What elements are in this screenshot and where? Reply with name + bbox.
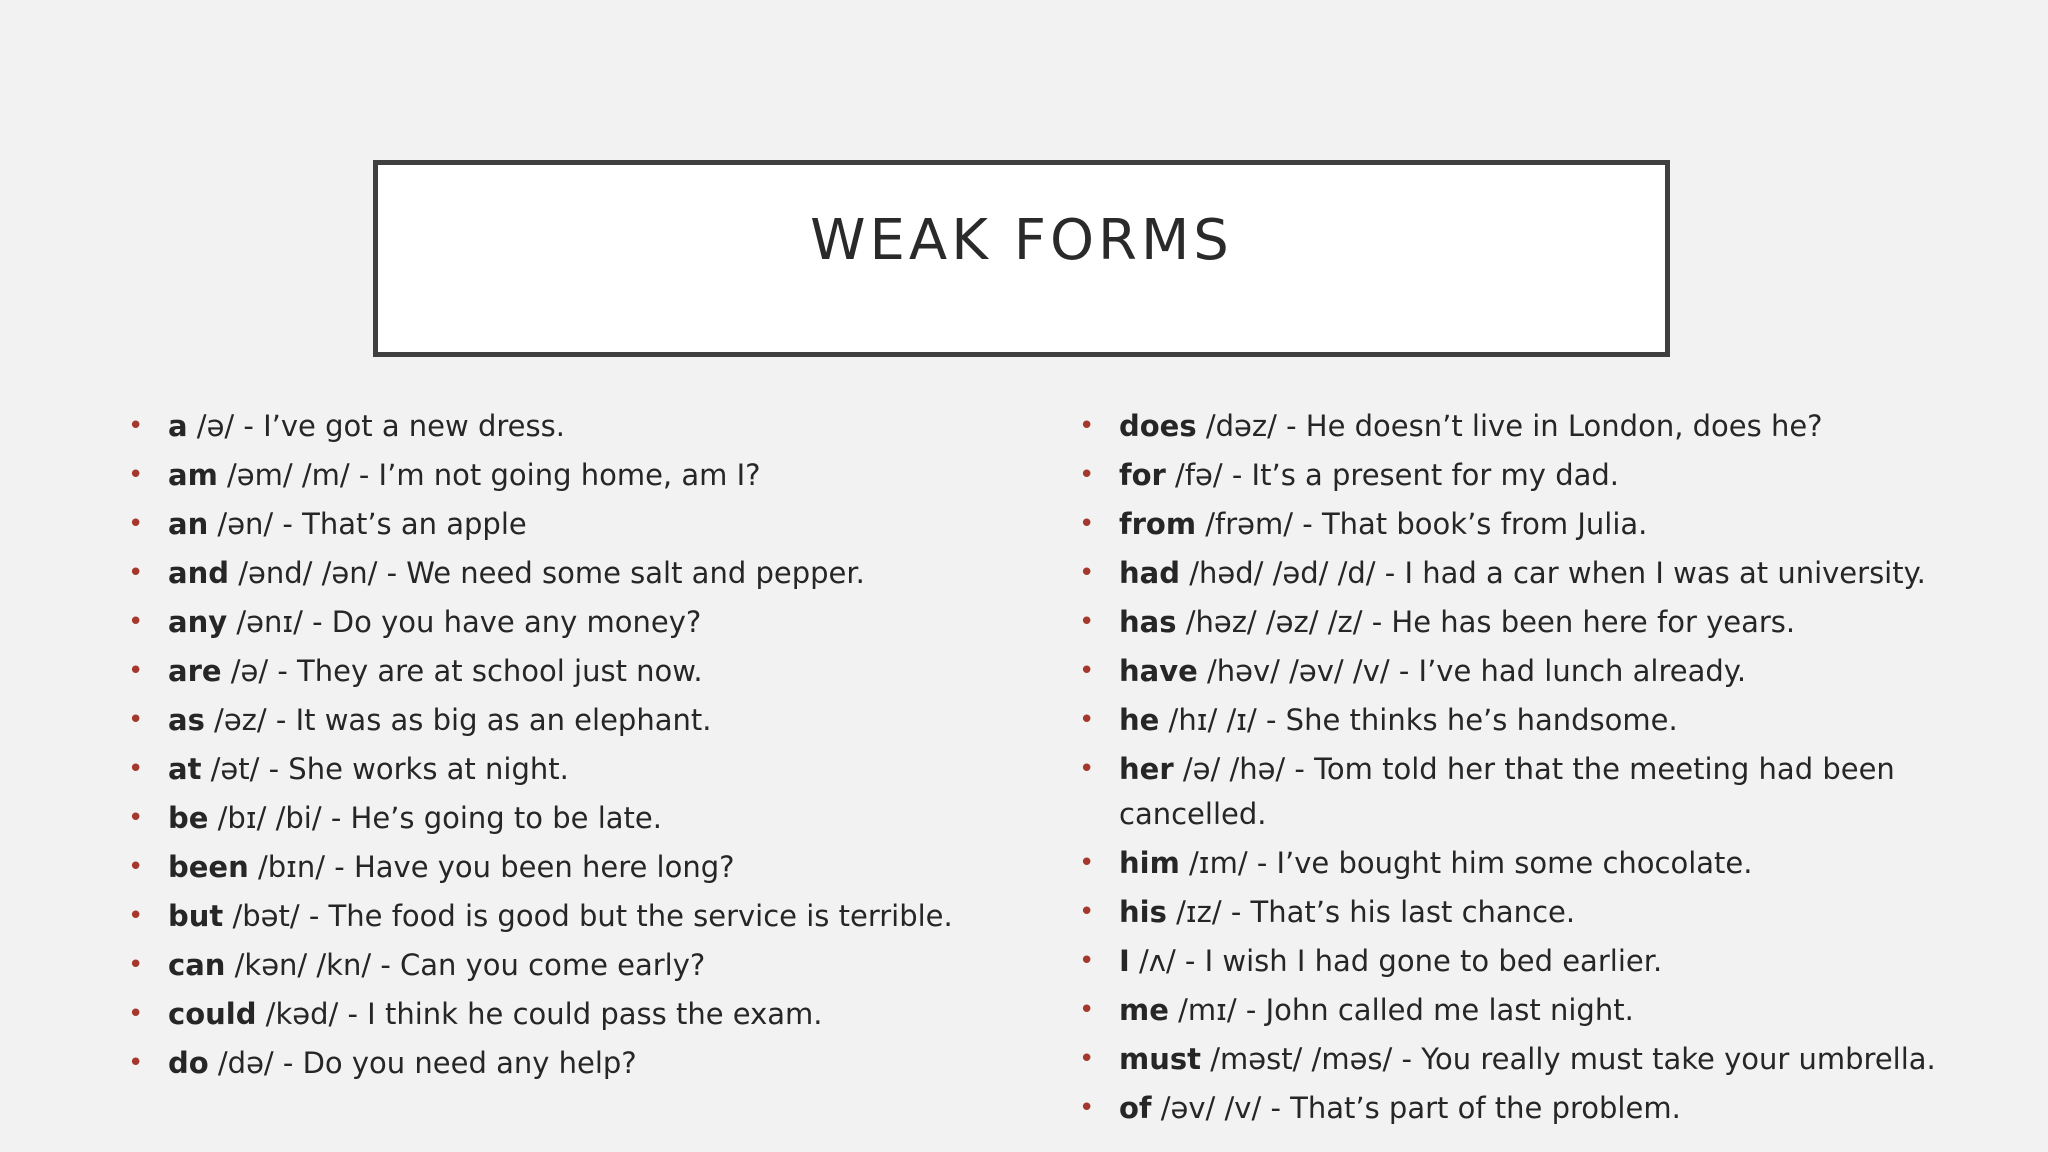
page-title: WEAK FORMS xyxy=(810,208,1233,273)
list-item xyxy=(1079,502,2019,547)
list-item xyxy=(128,698,958,743)
weak-form-example: /kən/ /kn/ - Can you come early? xyxy=(225,948,706,982)
bullet-icon: • xyxy=(128,705,144,735)
weak-form-word: a xyxy=(168,409,188,443)
weak-form-word: me xyxy=(1119,993,1169,1027)
weak-form-example: /əm/ /m/ - I’m not going home, am I? xyxy=(217,458,761,492)
weak-form-word: am xyxy=(168,458,218,492)
weak-form-word: could xyxy=(168,997,257,1031)
bullet-icon: • xyxy=(128,803,144,833)
list-item xyxy=(128,600,958,645)
weak-form-word: do xyxy=(168,1046,209,1080)
weak-form-word: been xyxy=(168,850,249,884)
bullet-icon: • xyxy=(128,607,144,637)
weak-form-word: his xyxy=(1119,895,1167,929)
weak-form-example: /ə/ /hə/ - Tom told her that the meeting had been cancelled. xyxy=(1119,752,1895,831)
bullet-icon: • xyxy=(128,656,144,686)
bullet-icon: • xyxy=(1079,897,1095,927)
bullet-icon: • xyxy=(128,460,144,490)
bullet-icon: • xyxy=(128,754,144,784)
list-item xyxy=(128,502,958,547)
list-item xyxy=(1079,551,2019,596)
weak-form-word: does xyxy=(1119,409,1197,443)
weak-form-example: /ɪz/ - That’s his last chance. xyxy=(1166,895,1576,929)
weak-form-example: /bɪn/ - Have you been here long? xyxy=(248,850,735,884)
bullet-icon: • xyxy=(1079,848,1095,878)
weak-form-word: her xyxy=(1119,752,1174,786)
weak-form-word: had xyxy=(1119,556,1180,590)
list-item xyxy=(128,845,958,890)
bullet-icon: • xyxy=(128,1048,144,1078)
weak-form-word: and xyxy=(168,556,229,590)
weak-form-example: /məst/ /məs/ - You really must take your umbrella. xyxy=(1201,1042,1936,1076)
weak-form-example: /ət/ - She works at night. xyxy=(201,752,569,786)
weak-form-example: /bət/ - The food is good but the service is terrible. xyxy=(223,899,953,933)
list-item xyxy=(1079,747,2019,837)
weak-form-example: /ənɪ/ - Do you have any money? xyxy=(227,605,702,639)
list-item xyxy=(128,649,958,694)
list-item xyxy=(128,943,958,988)
bullet-icon: • xyxy=(1079,607,1095,637)
list-item xyxy=(1079,698,2019,743)
weak-form-example: /dəz/ - He doesn’t live in London, does he? xyxy=(1196,409,1823,443)
weak-form-example: /frəm/ - That book’s from Julia. xyxy=(1196,507,1648,541)
bullet-icon: • xyxy=(1079,460,1095,490)
weak-form-word: an xyxy=(168,507,209,541)
bullet-icon: • xyxy=(128,558,144,588)
list-item xyxy=(1079,841,2019,886)
weak-form-example: /mɪ/ - John called me last night. xyxy=(1168,993,1634,1027)
weak-form-word: from xyxy=(1119,507,1197,541)
list-item xyxy=(1079,404,2019,449)
weak-form-example: /ənd/ /ən/ - We need some salt and pepper. xyxy=(228,556,865,590)
bullet-icon: • xyxy=(1079,656,1095,686)
weak-form-word: I xyxy=(1119,944,1130,978)
weak-form-word: him xyxy=(1119,846,1180,880)
weak-form-example: /ə/ - They are at school just now. xyxy=(221,654,703,688)
weak-form-word: he xyxy=(1119,703,1160,737)
weak-form-word: has xyxy=(1119,605,1177,639)
bullet-icon: • xyxy=(128,999,144,1029)
weak-form-word: be xyxy=(168,801,209,835)
weak-form-word: as xyxy=(168,703,205,737)
weak-form-example: /də/ - Do you need any help? xyxy=(208,1046,637,1080)
weak-form-word: but xyxy=(168,899,224,933)
weak-form-example: /ən/ - That’s an apple xyxy=(208,507,527,541)
list-item xyxy=(128,992,958,1037)
weak-form-word: for xyxy=(1119,458,1166,492)
weak-form-word: at xyxy=(168,752,202,786)
list-item xyxy=(1079,453,2019,498)
weak-form-word: have xyxy=(1119,654,1198,688)
weak-form-word: must xyxy=(1119,1042,1201,1076)
list-item xyxy=(1079,988,2019,1033)
bullet-icon: • xyxy=(1079,995,1095,1025)
weak-form-word: any xyxy=(168,605,228,639)
list-item xyxy=(128,747,958,792)
list-item xyxy=(128,894,958,939)
bullet-icon: • xyxy=(1079,1044,1095,1074)
bullet-icon: • xyxy=(128,901,144,931)
weak-form-example: /ə/ - I’ve got a new dress. xyxy=(187,409,565,443)
list-item xyxy=(128,404,958,449)
bullet-icon: • xyxy=(1079,411,1095,441)
weak-form-example: /həv/ /əv/ /v/ - I’ve had lunch already. xyxy=(1197,654,1747,688)
bullet-icon: • xyxy=(128,852,144,882)
bullet-icon: • xyxy=(1079,754,1095,784)
list-item xyxy=(128,1041,958,1086)
weak-form-example: /bɪ/ /bi/ - He’s going to be late. xyxy=(208,801,662,835)
bullet-icon: • xyxy=(1079,509,1095,539)
bullet-icon: • xyxy=(128,509,144,539)
list-item xyxy=(1079,890,2019,935)
weak-form-example: /hɪ/ /ɪ/ - She thinks he’s handsome. xyxy=(1159,703,1678,737)
weak-form-example: /kəd/ - I think he could pass the exam. xyxy=(256,997,823,1031)
list-item xyxy=(128,551,958,596)
weak-form-example: /həd/ /əd/ /d/ - I had a car when I was at university. xyxy=(1179,556,1926,590)
weak-form-example: /həz/ /əz/ /z/ - He has been here for years. xyxy=(1176,605,1796,639)
list-item xyxy=(1079,600,2019,645)
list-item xyxy=(1079,649,2019,694)
list-item xyxy=(1079,939,2019,984)
weak-form-word: of xyxy=(1119,1091,1152,1125)
bullet-icon: • xyxy=(1079,558,1095,588)
bullet-icon: • xyxy=(128,411,144,441)
weak-form-example: /əv/ /v/ - That’s part of the problem. xyxy=(1151,1091,1681,1125)
bullet-icon: • xyxy=(1079,946,1095,976)
list-item xyxy=(128,453,958,498)
weak-form-word: are xyxy=(168,654,222,688)
weak-form-example: /ɪm/ - I’ve bought him some chocolate. xyxy=(1179,846,1753,880)
weak-form-example: /ʌ/ - I wish I had gone to bed earlier. xyxy=(1129,944,1663,978)
bullet-icon: • xyxy=(1079,705,1095,735)
bullet-icon: • xyxy=(128,950,144,980)
list-item xyxy=(1079,1037,2019,1082)
weak-form-example: /fə/ - It’s a present for my dad. xyxy=(1165,458,1619,492)
weak-form-example: /əz/ - It was as big as an elephant. xyxy=(204,703,712,737)
list-item xyxy=(1079,1086,2019,1131)
bullet-icon: • xyxy=(1079,1093,1095,1123)
right-column-list xyxy=(1079,404,2019,1135)
list-item xyxy=(128,796,958,841)
title-box xyxy=(373,160,1670,357)
left-column-list xyxy=(128,404,958,1090)
weak-form-word: can xyxy=(168,948,226,982)
